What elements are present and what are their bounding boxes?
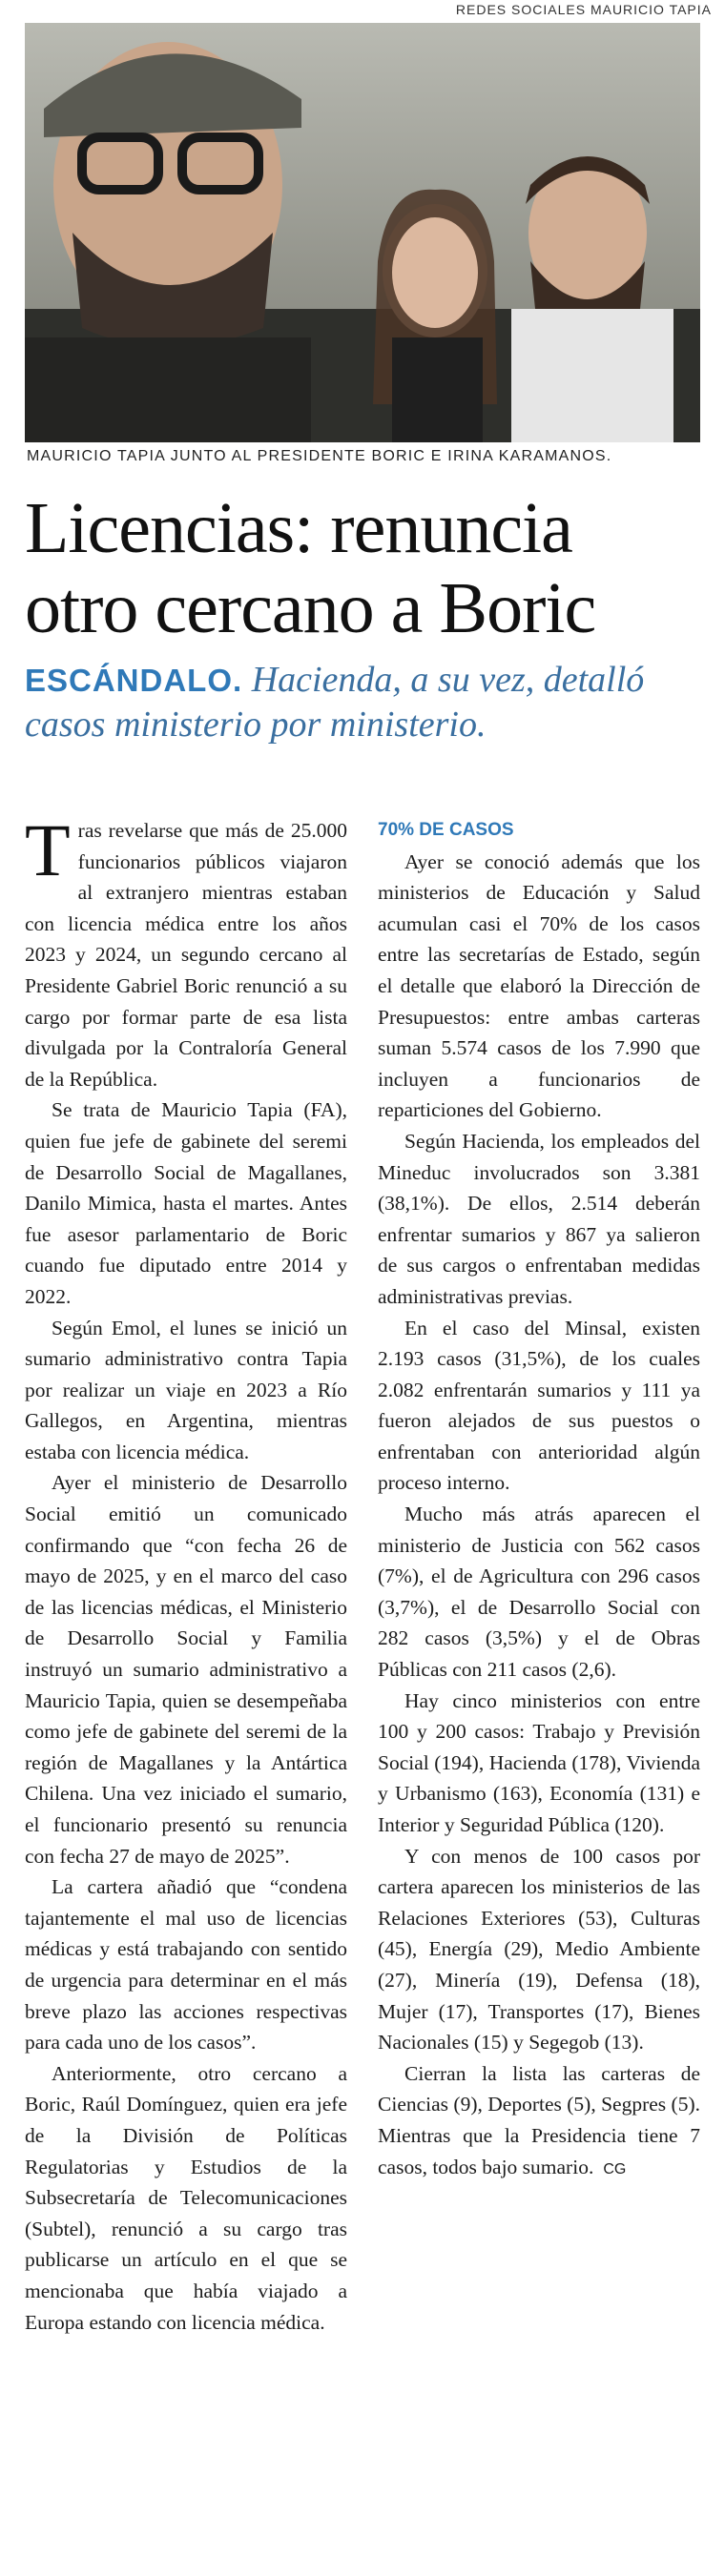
- paragraph: Anteriormente, otro cercano a Boric, Raúl Domínguez, quien era jefe de la División de Políticas Regulatorias y Estudios de la Subsecretaría de Telecomunicaciones (Subtel), renunció a su cargo tras publicarse un artículo en el que se mencionaba que había viajado a Europa estando con licencia médica.: [25, 2061, 347, 2334]
- photo-caption: MAURICIO TAPIA JUNTO AL PRESIDENTE BORIC E IRINA KARAMANOS.: [27, 448, 612, 464]
- photo-credit: REDES SOCIALES MAURICIO TAPIA: [455, 2, 712, 17]
- paragraph: [378, 2058, 700, 2185]
- paragraph: Se trata de Mauricio Tapia (FA), quien fue jefe de gabinete del seremi de Desarrollo Social de Magallanes, Danilo Mimica, hasta el martes. Antes fue asesor parlamentario de Boric cuando fue diputado entre 2014 y 2022.: [25, 1098, 347, 1308]
- paragraph: En el caso del Minsal, existen 2.193 casos (31,5%), de los cuales 2.082 enfrentarán sumarios y 111 ya fueron alejados de sus puestos o enfrentaban con anterioridad algún proceso interno.: [378, 1316, 700, 1495]
- article-photo: [25, 23, 700, 442]
- paragraph-text: ras revelarse que más de 25.000 funcionarios públicos viajaron al extranjero mientras estaban con licencia médica entre los años 2023 y 2024, un segundo cercano al Presidente Gabriel Boric renunció a su cargo por formar parte de esa lista divulgada por la Contraloría General de la República.: [25, 819, 347, 1091]
- section-heading: 70% DE CASOS: [378, 820, 514, 840]
- paragraph: Según Emol, el lunes se inició un sumario administrativo contra Tapia por realizar un viaje en 2023 a Río Gallegos, en Argentina, mientras estaba con licencia médica.: [25, 1316, 347, 1463]
- paragraph: Hay cinco ministerios con entre 100 y 200 casos: Trabajo y Previsión Social (194), Hacienda (178), Vivienda y Urbanismo (163), Economía (131) e Interior y Seguridad Pública (120).: [378, 1688, 700, 1836]
- photo-illustration: [25, 23, 700, 442]
- column-left: [25, 808, 347, 2338]
- subhead-text: Hacienda, a su vez, detalló casos ministerio por ministerio.: [25, 660, 645, 745]
- paragraph: Y con menos de 100 casos por cartera aparecen los ministerios de las Relaciones Exteriores (53), Culturas (45), Energía (29), Medio Ambiente (27), Minería (19), Defensa (18), Mujer (17), Transportes (17), Bienes Nacionales (15) y Segegob (13).: [378, 1844, 700, 2055]
- kicker: ESCÁNDALO.: [25, 663, 243, 698]
- headline: [25, 488, 702, 648]
- headline-line-2: otro cercano a Boric: [25, 568, 596, 648]
- paragraph: Mucho más atrás aparecen el ministerio de Justicia con 562 casos (7%), el de Agricultura con 296 casos (3,7%), el de Desarrollo Social con 282 casos (3,5%) y el de Obras Públicas con 211 casos (2,6).: [378, 1503, 700, 1682]
- paragraph: [25, 808, 347, 1094]
- paragraph-text: Cierran la lista las carteras de Ciencias (9), Deportes (5), Segpres (5). Mientras que la Presidencia tiene 7 casos, todos bajo sumario.: [378, 2061, 700, 2178]
- column-right: [378, 815, 700, 2185]
- paragraph: Según Hacienda, los empleados del Mineduc involucrados son 3.381 (38,1%). De ellos, 2.514 deberán enfrentar sumarios y 867 ya salieron de sus cargos o enfrentaban medidas administrativas previas.: [378, 1129, 700, 1308]
- end-mark: CG: [603, 2160, 627, 2177]
- headline-line-1: Licencias: renuncia: [25, 488, 572, 568]
- paragraph: Ayer se conoció además que los ministerios de Educación y Salud acumulan casi el 70% de los casos entre las secretarías de Estado, según el detalle que elaboró la Dirección de Presupuestos: entre ambas carteras suman 5.574 casos de los 7.990 que incluyen a funcionarios de reparticiones del Gobierno.: [378, 849, 700, 1122]
- drop-cap: T: [25, 808, 71, 891]
- paragraph: La cartera añadió que “condena tajantemente el mal uso de licencias médicas y está trabajando con sentido de urgencia para determinar en el más breve plazo las acciones respectivas para cada uno de los casos”.: [25, 1875, 347, 2055]
- subheadline: [25, 658, 702, 746]
- paragraph: Ayer el ministerio de Desarrollo Social emitió un comunicado confirmando que “con fecha 26 de mayo de 2025, y en el marco del caso de las licencias médicas, el Ministerio de Desarrollo Social y Familia instruyó un sumario administrativo a Mauricio Tapia, quien se desempeñaba como jefe de gabinete del seremi de la región de Magallanes y la Antártica Chilena. Una vez iniciado el sumario, el funcionario presentó su renuncia con fecha 27 de mayo de 2025”.: [25, 1471, 347, 1868]
